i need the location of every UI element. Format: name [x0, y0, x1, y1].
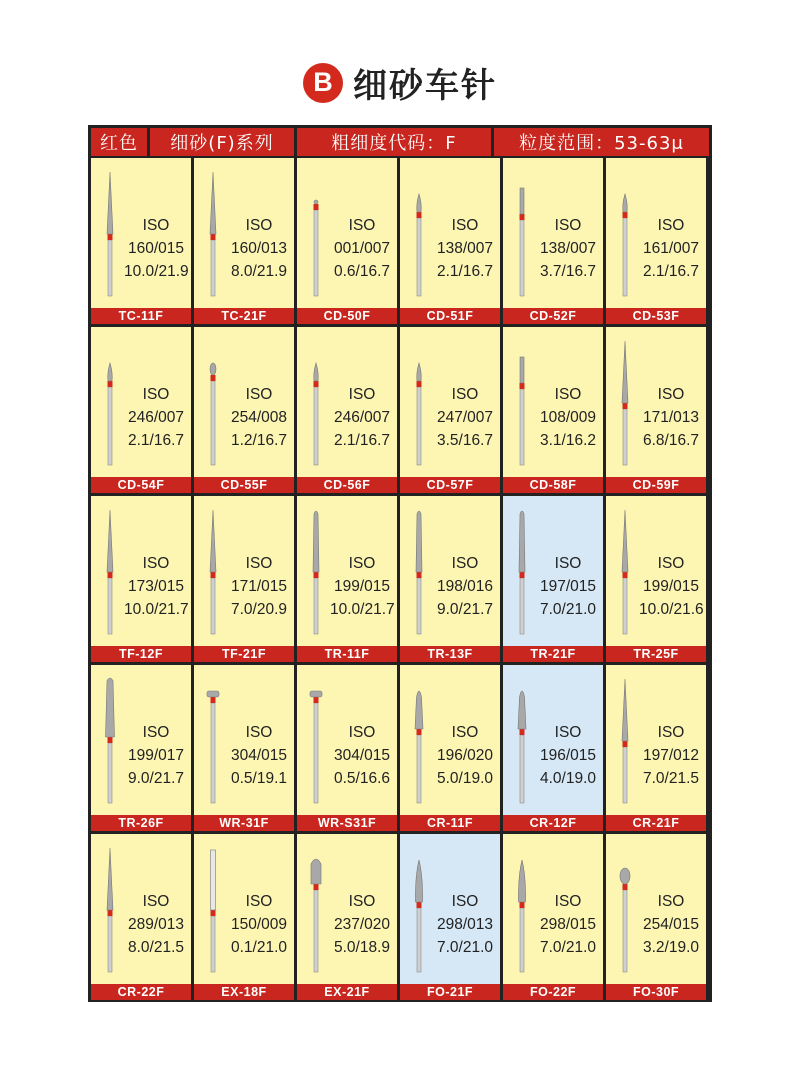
spec-text [433, 721, 497, 790]
iso-number: 160/015 [127, 240, 185, 257]
spec-text [124, 890, 188, 959]
bur-icon [98, 673, 122, 807]
header-grit-code: 粗细度代码：F [297, 128, 491, 156]
product-code: FO-21F [400, 984, 500, 1000]
dimensions: 0.5/19.1 [230, 770, 288, 787]
iso-number: 298/013 [436, 916, 494, 933]
iso-label: ISO [348, 555, 376, 572]
iso-number: 196/015 [539, 747, 597, 764]
dimensions: 3.1/16.2 [539, 432, 597, 449]
bur-icon [304, 504, 328, 638]
iso-number: 150/009 [230, 916, 288, 933]
iso-label: ISO [451, 555, 479, 572]
iso-label: ISO [657, 724, 685, 741]
dimensions: 7.0/20.9 [230, 601, 288, 618]
spec-text [639, 214, 703, 283]
bur-icon [407, 504, 431, 638]
iso-label: ISO [348, 217, 376, 234]
dimensions: 10.0/21.7 [124, 601, 189, 618]
iso-label: ISO [451, 217, 479, 234]
spec-text [433, 383, 497, 452]
bur-cell [606, 665, 706, 831]
iso-number: 138/007 [436, 240, 494, 257]
product-code: TR-26F [91, 815, 191, 831]
product-code: TF-12F [91, 646, 191, 662]
bur-cell [194, 665, 294, 831]
dimensions: 7.0/21.0 [436, 939, 494, 956]
spec-text [536, 383, 600, 452]
iso-number: 198/016 [436, 578, 494, 595]
iso-number: 246/007 [127, 409, 185, 426]
spec-text [433, 890, 497, 959]
iso-label: ISO [245, 555, 273, 572]
iso-number: 254/008 [230, 409, 288, 426]
dimensions: 7.0/21.5 [642, 770, 700, 787]
dimensions: 5.0/18.9 [333, 939, 391, 956]
product-code: CD-56F [297, 477, 397, 493]
iso-label: ISO [142, 555, 170, 572]
iso-label: ISO [142, 724, 170, 741]
product-code: CD-51F [400, 308, 500, 324]
bur-icon [201, 673, 225, 807]
dimensions: 10.0/21.7 [330, 601, 395, 618]
iso-label: ISO [245, 724, 273, 741]
bur-cell [503, 665, 603, 831]
product-code: TF-21F [194, 646, 294, 662]
bur-icon [201, 842, 225, 976]
iso-label: ISO [451, 893, 479, 910]
iso-number: 197/015 [539, 578, 597, 595]
dimensions: 5.0/19.0 [436, 770, 494, 787]
dimensions: 0.6/16.7 [333, 263, 391, 280]
bur-cell [503, 158, 603, 324]
bur-cell [194, 496, 294, 662]
product-code: EX-21F [297, 984, 397, 1000]
iso-label: ISO [142, 217, 170, 234]
dimensions: 2.1/16.7 [333, 432, 391, 449]
spec-text [124, 214, 188, 283]
bur-cell [91, 496, 191, 662]
product-code: CR-12F [503, 815, 603, 831]
iso-number: 196/020 [436, 747, 494, 764]
bur-cell [91, 158, 191, 324]
iso-label: ISO [245, 893, 273, 910]
bur-cell [91, 327, 191, 493]
spec-text [330, 721, 394, 790]
bur-icon [98, 335, 122, 469]
spec-text [227, 552, 291, 621]
header-series: 细砂(F)系列 [150, 128, 294, 156]
iso-number: 254/015 [642, 916, 700, 933]
iso-label: ISO [554, 217, 582, 234]
spec-text [330, 214, 394, 283]
iso-label: ISO [451, 724, 479, 741]
dimensions: 1.2/16.7 [230, 432, 288, 449]
bur-cell [503, 496, 603, 662]
iso-number: 171/013 [642, 409, 700, 426]
iso-number: 171/015 [230, 578, 288, 595]
iso-label: ISO [245, 386, 273, 403]
dimensions: 8.0/21.9 [230, 263, 288, 280]
product-code: CR-21F [606, 815, 706, 831]
dimensions: 6.8/16.7 [642, 432, 700, 449]
bur-icon [510, 842, 534, 976]
iso-number: 304/015 [230, 747, 288, 764]
iso-number: 161/007 [642, 240, 700, 257]
product-code: TR-13F [400, 646, 500, 662]
iso-label: ISO [554, 893, 582, 910]
spec-text [124, 721, 188, 790]
bur-cell [400, 496, 500, 662]
bur-cell [503, 327, 603, 493]
iso-number: 304/015 [333, 747, 391, 764]
product-code: WR-31F [194, 815, 294, 831]
iso-number: 108/009 [539, 409, 597, 426]
product-code: CR-22F [91, 984, 191, 1000]
spec-text [330, 890, 394, 959]
dimensions: 9.0/21.7 [127, 770, 185, 787]
dimensions: 3.5/16.7 [436, 432, 494, 449]
bur-icon [304, 842, 328, 976]
iso-label: ISO [245, 217, 273, 234]
iso-label: ISO [348, 386, 376, 403]
iso-number: 298/015 [539, 916, 597, 933]
iso-number: 199/017 [127, 747, 185, 764]
dimensions: 4.0/19.0 [539, 770, 597, 787]
dimensions: 3.2/19.0 [642, 939, 700, 956]
bur-icon [98, 504, 122, 638]
bur-cell [400, 327, 500, 493]
bur-icon [201, 504, 225, 638]
dimensions: 2.1/16.7 [127, 432, 185, 449]
bur-cell [91, 834, 191, 1000]
dimensions: 2.1/16.7 [436, 263, 494, 280]
product-code: CD-59F [606, 477, 706, 493]
spec-text [124, 552, 188, 621]
product-code: EX-18F [194, 984, 294, 1000]
iso-number: 246/007 [333, 409, 391, 426]
spec-text [124, 383, 188, 452]
bur-icon [98, 842, 122, 976]
product-code: CD-52F [503, 308, 603, 324]
bur-icon [613, 504, 637, 638]
bur-icon [510, 166, 534, 300]
spec-text [639, 890, 703, 959]
spec-text [433, 214, 497, 283]
spec-text [227, 721, 291, 790]
spec-text [227, 890, 291, 959]
iso-label: ISO [554, 724, 582, 741]
bur-icon [201, 335, 225, 469]
iso-label: ISO [657, 555, 685, 572]
bur-cell [194, 158, 294, 324]
product-code: FO-30F [606, 984, 706, 1000]
bur-cell [91, 665, 191, 831]
bur-icon [407, 335, 431, 469]
iso-label: ISO [348, 724, 376, 741]
spec-text [227, 383, 291, 452]
bur-cell [297, 834, 397, 1000]
bur-cell [400, 665, 500, 831]
bur-cell [194, 327, 294, 493]
spec-text [536, 552, 600, 621]
bur-icon [613, 335, 637, 469]
title-text: 细砂车针 [353, 66, 497, 106]
dimensions: 9.0/21.7 [436, 601, 494, 618]
bur-icon [613, 673, 637, 807]
iso-number: 247/007 [436, 409, 494, 426]
bur-icon [510, 504, 534, 638]
product-code: CD-53F [606, 308, 706, 324]
bur-icon [98, 166, 122, 300]
iso-label: ISO [451, 386, 479, 403]
iso-label: ISO [657, 217, 685, 234]
product-code: TR-11F [297, 646, 397, 662]
dimensions: 7.0/21.0 [539, 601, 597, 618]
spec-text [227, 214, 291, 283]
spec-text [639, 552, 703, 621]
dimensions: 0.5/16.6 [333, 770, 391, 787]
product-code: WR-S31F [297, 815, 397, 831]
bur-icon [304, 673, 328, 807]
iso-number: 160/013 [230, 240, 288, 257]
bur-cell [297, 496, 397, 662]
dimensions: 10.0/21.6 [639, 601, 704, 618]
header-grain-range: 粒度范围：53-63μ [494, 128, 709, 156]
bur-icon [407, 673, 431, 807]
bur-icon [407, 166, 431, 300]
iso-label: ISO [142, 386, 170, 403]
spec-text [639, 721, 703, 790]
bur-icon [304, 166, 328, 300]
iso-number: 138/007 [539, 240, 597, 257]
dimensions: 3.7/16.7 [539, 263, 597, 280]
catalog-table [88, 125, 712, 1002]
dimensions: 8.0/21.5 [127, 939, 185, 956]
iso-number: 001/007 [333, 240, 391, 257]
iso-label: ISO [554, 555, 582, 572]
spec-text [639, 383, 703, 452]
product-code: CD-58F [503, 477, 603, 493]
bur-icon [613, 842, 637, 976]
product-code: TR-25F [606, 646, 706, 662]
dimensions: 0.1/21.0 [230, 939, 288, 956]
bur-icon [201, 166, 225, 300]
bur-cell [297, 665, 397, 831]
spec-text [536, 721, 600, 790]
header-color-label: 红色 [91, 128, 147, 156]
iso-label: ISO [657, 386, 685, 403]
product-code: FO-22F [503, 984, 603, 1000]
bur-icon [510, 335, 534, 469]
bur-cell [400, 834, 500, 1000]
product-code: CD-57F [400, 477, 500, 493]
bur-cell [297, 158, 397, 324]
iso-label: ISO [142, 893, 170, 910]
product-code: CD-55F [194, 477, 294, 493]
page-title [0, 58, 800, 107]
bur-cell [297, 327, 397, 493]
bur-icon [407, 842, 431, 976]
dimensions: 7.0/21.0 [539, 939, 597, 956]
iso-number: 199/015 [333, 578, 391, 595]
product-code: TC-21F [194, 308, 294, 324]
bur-icon [613, 166, 637, 300]
iso-label: ISO [348, 893, 376, 910]
section-badge: B [303, 63, 343, 103]
product-code: CR-11F [400, 815, 500, 831]
bur-icon [510, 673, 534, 807]
product-code: TR-21F [503, 646, 603, 662]
iso-number: 289/013 [127, 916, 185, 933]
bur-cell [606, 158, 706, 324]
spec-text [330, 383, 394, 452]
product-code: CD-54F [91, 477, 191, 493]
iso-label: ISO [554, 386, 582, 403]
dimensions: 2.1/16.7 [642, 263, 700, 280]
iso-number: 237/020 [333, 916, 391, 933]
bur-cell [194, 834, 294, 1000]
spec-text [330, 552, 394, 621]
iso-label: ISO [657, 893, 685, 910]
bur-cell [606, 496, 706, 662]
iso-number: 173/015 [127, 578, 185, 595]
spec-text [536, 214, 600, 283]
product-code: CD-50F [297, 308, 397, 324]
iso-number: 199/015 [642, 578, 700, 595]
bur-cell [503, 834, 603, 1000]
iso-number: 197/012 [642, 747, 700, 764]
bur-cell [606, 834, 706, 1000]
bur-cell [606, 327, 706, 493]
spec-text [433, 552, 497, 621]
bur-icon [304, 335, 328, 469]
product-code: TC-11F [91, 308, 191, 324]
dimensions: 10.0/21.9 [124, 263, 189, 280]
spec-text [536, 890, 600, 959]
bur-cell [400, 158, 500, 324]
